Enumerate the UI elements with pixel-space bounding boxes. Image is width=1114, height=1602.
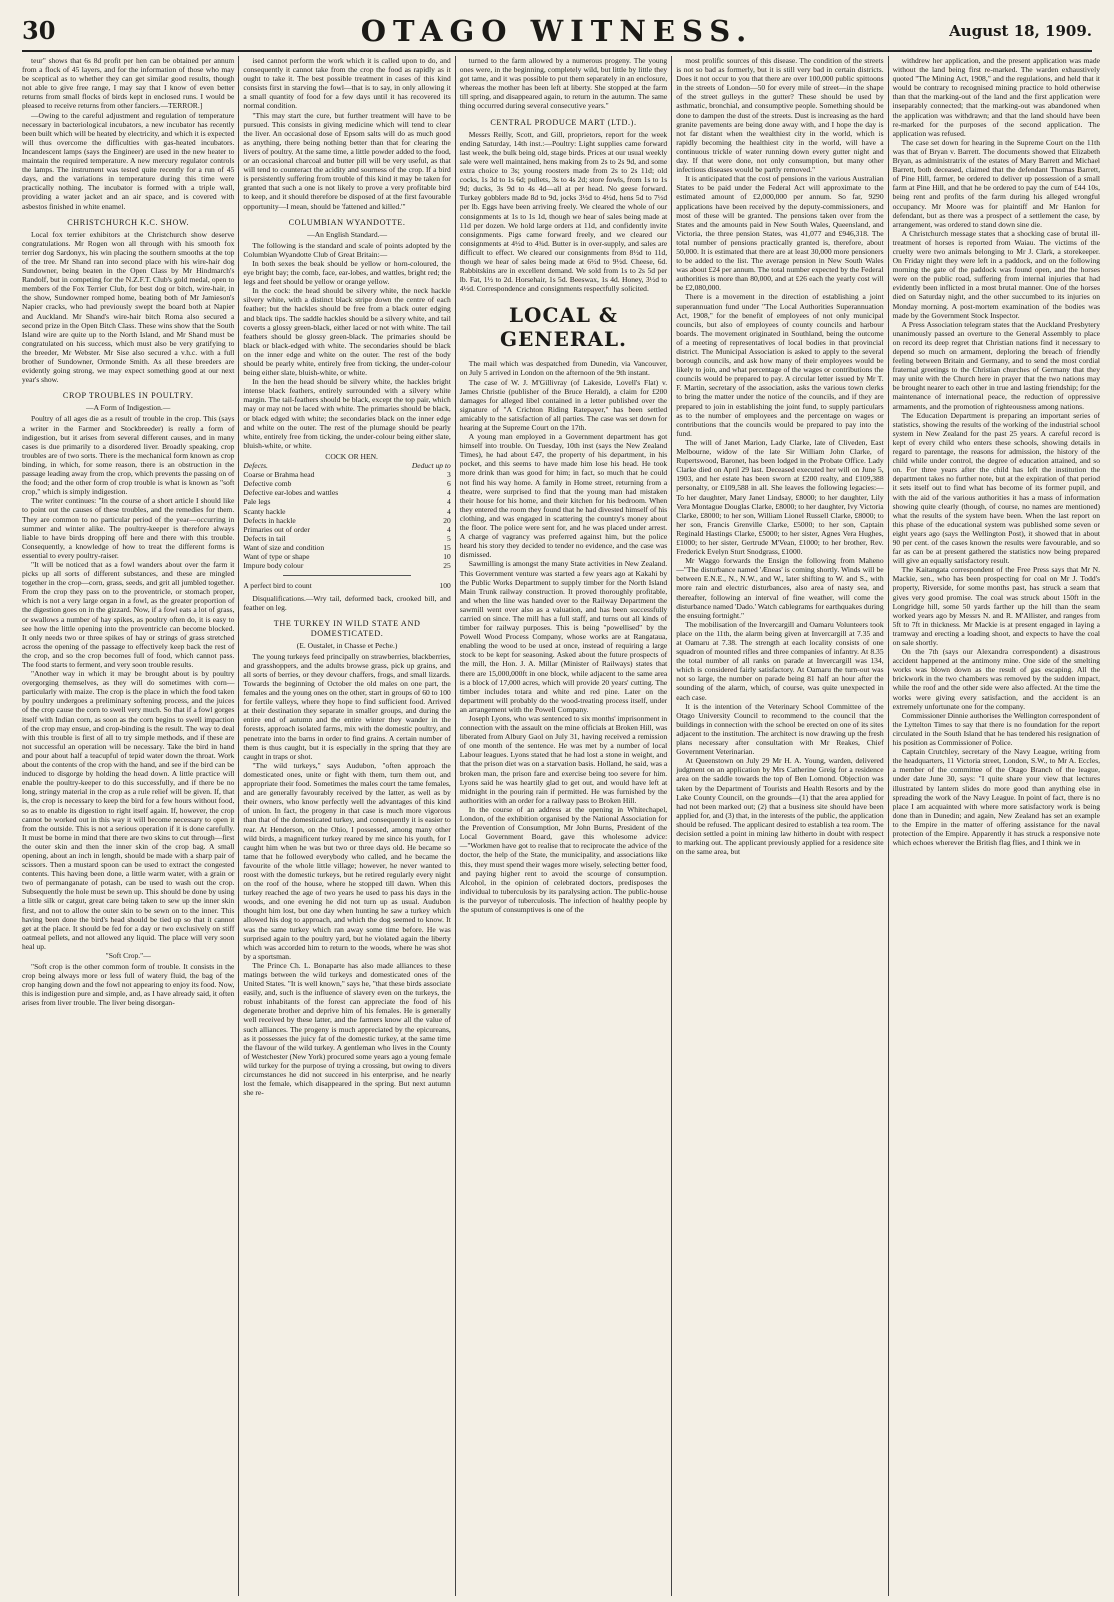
table-cell-defect: Want of size and condition: [243, 542, 325, 552]
table-row: [243, 470, 450, 479]
table-cell-defect: Primaries out of order: [243, 524, 310, 534]
table-cell-deduct: 4: [447, 497, 451, 507]
paragraph: The young turkeys feed principally on strawberries, blackberries, and grasshoppers, and the adults browse grass, pick up grains, and all sorts of berries, or they devour chaffers, frogs, and small lizards. Towards the beginning of October the old males on one part, the females and the young ones on the other, start in groups of 60 to 100 for fertile valleys, where they hope to find sufficient food. Arrived at their destination they separate in smaller groups, and during the entire end of autumn and the entire winter they wander in the forests, approach isolated farms, mix with the domestic poultry, and penetrate into the barns in order to find grains. A certain number of them is thus caught, but it is especially in the spring that they are caught in traps or shot.: [243, 651, 451, 761]
table-cell-defect: Want of type or shape: [243, 551, 310, 561]
paragraph: A Press Association telegram states that the Auckland Presbytery unanimously passed an overture to the General Assembly to place on record its deep regret that Christian nations find it necessary to depend so much on armament, deploring the breach of friendly feeling between Britain and Germany, and to send the most cordial fraternal greetings to the Christian churches of Germany that they may unite with the Church here in prayer that the two nations may be brought nearer to each other in true and lasting friendship; for the maintenance of international peace, the reduction of oppressive armaments, and the promotion of righteousness among nations.: [892, 319, 1101, 411]
paragraph: The mobilisation of the Invercargill and Oamaru Volunteers took place on the 11th, the alarm being given at Invercargill at 7.35 and at Oamaru at 7.38. The strength at each locality consists of one squadron of mounted rifles and three companies of infantry. At 8.35 the total number of all ranks on parade at Invercargill was 134, which is considered fairly satisfactory. At Oamaru the turn-out was not so large, the number on parade being 81 half an hour after the sounding of the alarm, which, of course, was quite unexpected in each case.: [676, 619, 884, 702]
paragraph: turned to the farm allowed by a numerous progeny. The young ones were, in the beginning, completely wild, but little by little they got tame, and it was possible to put them separately in an enclosure, whereas the mother has been left at liberty. She stopped at the farm till spring, and disappeared again, to return in the autumn. The same thing occurred during several consecutive years.": [459, 56, 668, 111]
paragraph: The mail which was despatched from Dunedin, via Vancouver, on July 5 arrived in London on the afternoon of the 9th instant.: [459, 359, 668, 378]
paragraph: The writer continues: "In the course of a short article I should like to point out the causes of these troubles, and the remedies for them. They are common to no particular period of the year—occurring in summer and winter alike. The poultry-keeper is therefore always liable to have birds dropping off here and there with this trouble. Consequently, a knowledge of how to treat the different forms is essential to every poultry-raiser.: [22, 496, 235, 560]
table-row: [243, 497, 450, 506]
table-row: [243, 543, 450, 552]
masthead: [22, 6, 1092, 52]
paragraph: There is a movement in the direction of establishing a joint superannuation fund under "The Local Authorities Superannuation Act, 1908," for the benefit of employees of not only municipal councils, but also of employees of county councils and harbour boards. The movement originated in Southland, being the outcome of a meeting of representatives of local bodies in that provincial district. The Municipal Association is asked to apply to the several borough councils, and ask how many of their employees would be likely to join, and what percentage of the wages or contributions the councils would be prepared to pay. A circular letter issued by Mr T. F. Martin, secretary of the association, asks the various town clerks to bring the matter under the notice of the councils, and if they are prepared to join in establishing the joint fund, to supply particulars as to the number of employees and the percentage on wages or contributions that the councils would be prepared to pay into the fund.: [676, 292, 884, 438]
column-3: [455, 56, 671, 1596]
table-cell-defect: Impure body colour: [243, 561, 304, 571]
paragraph: Local fox terrier exhibitors at the Christchurch show deserve congratulations. Mr Rogen won all through with his smooth fox terrier dog Sardonyx, his win placing the southern smooths at the top of the tree. Mr Shand ran into second place with his wire-hair dog Sundowner, being beaten in the Open Class by Mr Hindmarch's Randolf, but in competing for the N.Z.F.T. Club's gold medal, open to members of the Fox Terrier Club, for best dog or bitch, wire-hair, in the show, Sundowner romped home, beating both of Mr Jamieson's Napier cracks, who had previously swept the board both at Napier and Auckland. Mr Shand's wire-hair bitch Roma also secured a second prize in the Open Bitch Class. These wins show that the South Island wire are quite up to the North Island, and Mr Shand must be congratulated on his success, which must also be very gratifying to the breeder, Mr Webster. Mr Sise also secured a v.h.c. with a full brother of Sundowner, Ormonde Smith. As all these breeders are evidently going strong, we may expect something good at our next year's show.: [22, 229, 235, 385]
paragraph: It is anticipated that the cost of pensions in the various Australian States to be paid under the Federal Act will approximate to the estimated amount of £2,000,000 per annum. So far, 9290 applications have been received by the deputy-commissioners, and most of these will be granted. The pensions taken over from the States and the amounts paid in New South Wales, Queensland, and Victoria, the three pension States, was 41,077 and £946,318. The total number of pensions practically granted is, therefore, about 50,000. It is estimated that there are at least 30,000 more pensioners to be added to the list. The average pension in New South Wales was about £24 per annum. The total number expected by the Federal authorities is more than 80,000, and at £26 each the yearly cost will be £2,080,000.: [676, 174, 884, 293]
columns: [22, 56, 1104, 1596]
headline-central-produce-mart: CENTRAL PRODUCE MART (LTD.).: [490, 117, 637, 127]
table-row: [243, 534, 450, 543]
paragraph: "It will be noticed that as a fowl wanders about over the farm it picks up all sorts of different substances, and these are mingled together in the crop—corn, grass, seeds, and grit all jumbled together. From the crop they pass on to the proventricle, or stomach proper, which is not a very large organ in a fowl, as the greater proportion of the digestion goes on in the gizzard. Now, if a fowl eats a lot of grass, or swallows a number of hay spikes, as poultry often do, it is easy to see how the little opening into the proventricle can become blocked. It only needs two or three spikes of hay or strings of grass stretched across the opening of the passage to effectively keep back the rest of the crop, and so the crop becomes full of food, which cannot pass. The food starts to ferment, and very soon trouble results.: [22, 559, 235, 669]
paragraph: In the hen the head should be silvery white, the hackles bright intense black feathers, entirely surrounded with a silvery white margin. The tail-feathers should be black, except the top pair, which may or may not be laced with white. The primaries should be black, or black edged with white; the secondaries black on the inner edge and white on the outer. The rest of the plumage should be pearly white, entirely free from ticking, the under-colour being either slate, bluish-white, or white.: [243, 377, 451, 450]
table-row: [243, 552, 450, 561]
table-divider: [283, 575, 410, 576]
paragraph: The following is the standard and scale of points adopted by the Columbian Wyandotte Club of Great Britain:—: [243, 240, 451, 259]
paragraph: The case set down for hearing in the Supreme Court on the 11th was that of Bryan v. Barrett. The documents showed that Elizabeth Bryan, as administratrix of the estates of Mary Barrett and Michael Barrett, both deceased, claimed that the defendant Thomas Barrett, of Pine Hill, farmer, be ordered to deliver up possession of a small farm at Pine Hill, and that he be ordered to pay the cum of £44 10s, being rent and profits of the farm during his alleged wrongful occupancy. Mr Moore was for plaintiff and Mr Hanlon for defendant, but as there was a prospect of a settlement the case, by arrangement, was ordered to stand down sine die.: [892, 137, 1101, 229]
table-cell-defect: Defects in hackle: [243, 515, 296, 525]
paragraph: withdrew her application, and the present application was made without the land being first re-marked. The warden exhaustively quoted "The Mining Act, 1908," and the regulations, and held that it would be contrary to recognised mining practice to hold otherwise than that the marking-out of the land and the first application were inseparably connected; that the marking-out was abandoned when the application was withdrawn; and that the land should have been re-marked for the purposes of the second application. The application was refused.: [892, 56, 1101, 138]
paragraph: On the 7th (says our Alexandra correspondent) a disastrous accident happened at the antimony mine. One side of the smelting works was blown down as the result of gas escaping. All the brickwork in the two chambers was removed by the sudden impact, while the roof and the other side were also affected. At the time the works were giving every satisfaction, and the accident is an extremely unfortunate one for the company.: [892, 647, 1101, 711]
page-number: 30: [22, 16, 56, 45]
table-header-left: Defects.: [243, 461, 268, 471]
table-row: [243, 488, 450, 497]
headline-turkey: THE TURKEY IN WILD STATE AND DOMESTICATED.: [273, 619, 421, 638]
paragraph: Joseph Lyons, who was sentenced to six months' imprisonment in connection with the assault on the mine officials at Broken Hill, was liberated from Albury Gaol on July 31, having received a remission of one month of the sentence. He was met by a number of local Labour leagues. Lyons stated that he had lost a stone in weight, and that the prison diet was on a starvation basis. Holland, he said, was a broken man, the prison fare and exercise being too severe for him. Lyons said he was heartily glad to get out, and would have left at midnight in the pouring rain if permitted. He was furnished by the authorities with an order for a railway pass to Broken Hill.: [459, 714, 668, 805]
paragraph: "Soft crop is the other common form of trouble. It consists in the crop being always more or less full of watery fluid, the bag of the crop hanging down and the fowl not appearing to enjoy its food. Now, this is indigestion pure and simple, and, as I have already said, it often arises from liver trouble. The liver being disorgan-: [22, 962, 235, 1008]
paragraph: ised cannot perform the work which it is called upon to do, and consequently it cannot take from the crop the food as rapidly as it ought to take it. The best possible treatment in cases of this kind consists first in starving the fowl—that is to say, in only allowing it a small quantity of food for a few days until it has recovered its normal condition.: [243, 56, 451, 111]
table-cell-defect: Pale legs: [243, 497, 271, 507]
table-cell-deduct: 20: [443, 515, 451, 525]
table-cell-deduct: 15: [443, 542, 451, 552]
paragraph: The Kaitangata correspondent of the Free Press says that Mr N. Mackie, sen., who has been prospecting for coal on Mr J. Todd's property, Riverside, for some months past, has struck a seam that gives very good promise. The coal was struck about 150ft in the Longridge hill, some 50 yards farther up the hill than the seam worked years ago by Messrs N. and R. M'Allister, and ranges from 5ft to 7ft in thickness. Mr Mackie is at present engaged in laying a tramway and erecting a loading shoot, and expects to have the coal on sale shortly.: [892, 565, 1101, 647]
paragraph: At Queenstown on July 29 Mr H. A. Young, warden, delivered judgment on an application by Mrs Catherine Greig for a residence area on the saddle towards the top of Ben Lomond. Objection was taken by the Department of Tourists and Health Resorts and by the Lake County Council, on the grounds—(1) that the area applied for had not been marked out; (2) that a business site should have been applied for, and (3) that, in the interests of the public, the application should be refused. The applicant desired to establish a tea room. The decision settled a point in mining law hitherto in doubt with respect to marking out. The applicant previously applied for a residence site on the same area, but: [676, 756, 884, 857]
paragraph: "This may start the cure, but further treatment will have to be pursued. This consists in giving medicine which will tend to clear the liver. An occasional dose of Epsom salts will do as much good as anything, there being nothing better than that for clearing the livers of poultry. At the same time, a little powder added to the food, or an occasional charcoal and butter pill will be very useful, as that will tend to counteract the acidity and sourness of the crop. If a bird is persistently suffering from trouble of this kind it may be taken for granted that such a one is not likely to prove a very profitable bird to keep, and it should therefore be disposed of at the first favourable opportunity—I mean, should be 'fattened and killed.'": [243, 110, 451, 211]
headline-local-general: LOCAL & GENERAL.: [499, 303, 627, 352]
table-total-row: [243, 581, 450, 590]
table-cell-defect: Scanty hackle: [243, 506, 286, 516]
paragraph: In the cock: the head should be silvery white, the neck hackle silvery white, with a distinct black stripe down the centre of each feather; but the hackles should be free from a black outer edging and black tips. The saddle hackles should be a silvery white, and tail coverts a glossy green-black, either laced or not with white. The tail feathers should be glossy green-black. The primaries should be black or black-edged with white. The secondaries should be black on the inner edge and white on the outer. The rest of the body should be pearly white, entirely free from ticking, the under-colour being either slate, bluish-white, or white.: [243, 286, 451, 378]
table-cell-defect: Defects in tail: [243, 533, 286, 543]
paragraph: The case of W. J. M'Gillivray (of Lakeside, Lovell's Flat) v. James Christie (publisher of the Bruce Herald), a claim for £200 damages for alleged libel contained in a letter published over the signature of "A Crichton Riding Ratepayer," has been settled amicably to the satisfaction of all parties. The case was set down for hearing at the Supreme Court on the 17th.: [459, 377, 668, 432]
paragraph: It is the intention of the Veterinary School Committee of the Otago University Council to recommend to the council that the buildings in connection with the school be erected on one of its sites adjacent to the institution. The architect is now drawing up the fresh plans necessary after consultation with Mr Reakes, Chief Government Veterinarian.: [676, 701, 884, 757]
paragraph: Sawmilling is amongst the many State activities in New Zealand. This Government venture was started a few years ago at Kakahi by the Public Works Department to supply timber for the North Island Main Trunk railway construction. It proved thoroughly profitable, and when the line was handed over to the Railway Department the sawmill went over also as a valuation, and has been successfully carried on since. The mill has a full staff, and turns out all kinds of timber for railway purposes. This is being "powellised" by the Powell Wood Process Company, whose works are at Rangataua, enabling the wood to be used at once, instead of requiring a large stock to be kept for seasoning. Asked about the future prospects of the mill, the Hon. J. A. Millar (Minister of Railways) states that there are 15,000,000ft in one block, while adjacent to the same area is a block of 17,000 acres, which will provide 20 years' cutting. The timber includes totara and white and red pine. Later on the department will probably do the wood-treating process itself, under an arrangement with the Powell Company.: [459, 559, 668, 714]
table-row: [243, 507, 450, 516]
subheading: "Soft Crop."—: [105, 951, 151, 960]
table-cell-deduct: 4: [447, 506, 451, 516]
table-header-row: [243, 461, 450, 470]
paragraph: most prolific sources of this disease. The condition of the streets is not so bad as formerly, but it is still very bad in certain districts. Does it not occur to you that there are over 100,000 public spittoons in the streets of London—50 for every mile of street—in the shape of the street gulleys in the gutter? These should be used by asthmatic, bronchial, and consumptive people. Something should be done to dampen the dust of the streets. Dust is increasing as the hard granite pavements are being done away with, and I hope the day is not far distant when the wealthiest city in the world, which is rapidly becoming the healthiest city in the world, will have a continuous trickle of water running down every gutter night and day. If that were done, not only consumption, but many other infectious diseases would be partly removed.": [676, 56, 884, 175]
issue-date: August 18, 1909.: [949, 22, 1092, 40]
table-total-label: A perfect bird to count: [243, 581, 312, 591]
headline-columbian-wyandotte: COLUMBIAN WYANDOTTE.: [288, 217, 406, 227]
paragraph: In the course of an address at the opening in Whitechapel, London, of the exhibition organised by the National Association for the Prevention of Consumption, Mr John Burns, President of the Local Government Board, gave this wholesome advice:—"Workmen have got to realise that to reciprocate the advice of the doctor, the help of the State, the municipality, and associations like this, they must spend their wages more wisely, selecting better food, and paying higher rent to avoid the scourge of consumption. Alcohol, in the opinion of celebrated doctors, predisposes the individual to tuberculosis by its paralysing action. The public-house is the purveyor of tuberculosis. The infection of healthy people by the sputum of consumptives is one of the: [459, 804, 668, 914]
paragraph: Messrs Reilly, Scott, and Gill, proprietors, report for the week ending Saturday, 14th inst.:—Poultry: Light supplies came forward last week, the bulk being old, stage birds. Prices at our usual weekly sale were well maintained, hens making from 2s to 2s 9d, and some extra choice to 3s; young roosters made from 2s to 2s 11d; old cocks, 1s 3d to 1s 6d; pullets, 3s to 4s 2d; store fowls, from 1s to 1s 9d; ducks, 3s 9d to 4s 4d—all at per head. No geese forward. Turkey gobblers made 8d to 9d, jocks 3½d to 4½d, hens 5d to 7½d per lb. Eggs have been arriving freely. We cleared the whole of our consignments at 1s to 1s 1d, though we hear of sales being made at 11d per dozen. We hold large orders at 11d, and confidently invite consignments. Pigs came forward freely, and we cleared our consignments at 4½d to 4¾d. Butter is in over-supply, and sales are difficult to effect. We cleared our consignments from 8½d to 11d, though we hear of sales being made at 6½d to 9½d. Cheese, 6d. Rabbitskins are in excellent demand. We sold from 1s to 2s 5d per lb. Fat, 1½ to 2d. Horsehair, 1s 5d. Beeswax, 1s 4d. Honey, 3½d to 4½d. Correspondence and consignments respectfully solicited.: [459, 129, 668, 294]
table-cell-deduct: 25: [443, 561, 451, 571]
column-5: [888, 56, 1104, 1596]
subheading: (E. Oustalet, in Chasse et Peche.): [296, 640, 398, 650]
headline-crop-troubles: CROP TROUBLES IN POULTRY.: [62, 391, 194, 401]
table-rows: [243, 470, 450, 570]
paragraph: The Prince Ch. L. Bonaparte has also made alliances to these matings between the wild turkeys and domesticated ones of the United States. "It is well known," says he, "that these birds associate easily, and, such is the influence of slavery even on the turkeys, the robust inhabitants of the forest can appreciate the food of his degenerate brother and deprive him of his females. He is generally well received by these latter, and the farmers know all the value of such alliances. The progeny is much appreciated by the epicureans, as it possesses the juicy fat of the domestic turkey, at the same time the flavour of the wild turkey. A gentleman who lives in the County of Westchester (New York) procured some years ago a young female wild turkey for the purpose of trying a crossing, but owing to divers circumstances he did not succeed in his enterprise, and he nearly lost the female, which disappeared in the spring. But next autumn she re-: [243, 960, 451, 1098]
paragraph: In both sexes the beak should be yellow or horn-coloured, the eye bright bay; the comb, face, ear-lobes, and wattles, bright red; the legs and feet should be yellow or orange yellow.: [243, 258, 451, 287]
paragraph: Commissioner Dinnie authorises the Wellington correspondent of the Lyttelton Times to say that there is no foundation for the report circulated in the South Island that he has tendered his resignation of his position as Commissioner of Police.: [892, 710, 1101, 748]
paragraph: The Education Department is preparing an important series of statistics, showing the results of the working of the industrial school system in New Zealand for the past 25 years. A careful record is kept of every child who enters these schools, showing details in regard to parentage, the reasons for admission, the history of the child while under control, the degree of education attained, and so on. For three years after the child has left the institution the department takes no further note, but at the expiration of that period it sets itself out to find what has become of its former pupil, and with the aid of the various authorities it has a mass of information showing quite clearly (though, of course, no names are mentioned) what the results of the system have been. When the last report on this phase of the educational system was published some seven or eight years ago (says the Wellington Post), it showed that in about 90 per cent. of the cases known the results were favourable, and so far as can be at present gathered the statistics now being prepared will give an equally satisfactory result.: [892, 410, 1101, 566]
paragraph: A Christchurch message states that a shocking case of brutal ill-treatment of horses is reported from Waiau. The victims of the cruelty were two animals belonging to Mr J. Clark, a storekeeper. On Friday night they were left in a paddock, and on the following morning the gate of the paddock was found open, and the horses were on the public road, suffering from internal injuries that had evidently been inflicted in a most brutal manner. One of the horses died on Saturday night, and the other succumbed to its injuries on Monday morning. A post-mortem examination of the bodies was made by the Government Stock Inspector.: [892, 228, 1101, 320]
column-1: [22, 56, 238, 1596]
table-cell-deduct: 10: [443, 551, 451, 561]
subheading: —A Form of Indigestion.—: [86, 403, 171, 413]
column-2: [238, 56, 454, 1596]
points-table: [243, 452, 450, 590]
subheading: —An English Standard.—: [307, 229, 388, 239]
table-cell-defect: Defective comb: [243, 479, 292, 489]
table-header-right: Deduct up to: [411, 461, 451, 471]
table-row: [243, 561, 450, 570]
table-cell-deduct: 6: [447, 479, 451, 489]
table-row: [243, 479, 450, 488]
paragraph: Captain Crutchley, secretary of the Navy League, writing from the headquarters, 11 Victoria street, London, S.W., to Mr A. Eccles, a member of the committee of the Otago Branch of the league, under date June 30, says: "I quite share your view that lectures illustrated by lantern slides do more good than anything else in spreading the work of the Navy League. In point of fact, there is no place I am acquainted with where more satisfactory work is being done than in Dunedin; and again, New Zealand has set an example to the Empire in the matter of offering assistance for the naval protection of the Empire. Apparently it has struck a responsive note which echoes wherever the British flag flies, and I think we in: [892, 747, 1101, 848]
table-cell-deduct: 5: [447, 533, 451, 543]
table-cell-deduct: 4: [447, 524, 451, 534]
paragraph: Disqualifications.—Wry tail, deformed back, crooked bill, and feather on leg.: [243, 594, 451, 613]
table-row: [243, 525, 450, 534]
newspaper-title: OTAGO WITNESS.: [360, 14, 754, 48]
table-row: [243, 516, 450, 525]
column-4: [671, 56, 887, 1596]
paragraph: The will of Janet Marion, Lady Clarke, late of Cliveden, East Melbourne, widow of the late Sir William John Clarke, of Rupertswood, Baronet, has been lodged in the Probate Office. Lady Clarke died on April 29 last. Deceased executed her will on June 5, 1903, and her estate has been sworn at £200 realty, and £109,388 personalty, or £109,588 in all. She leaves the following legacies:—To her daughter, Mary Janet Lindsay, £8000; to her daughter, Lily Vera Montague Douglas Clarke, £8000; to her daughter, Ivy Victoria Clarke, £8000; to her son, William Lionel Russell Clarke, £8000; to her son, Francis Grenville Clarke, £5000; to her son, Captain Reginald Hastings Clarke, £5000; to her sister, Agnes Vera Hughes, £1000; to her sister, Gertrude M'Vean, £1000; to her brother, Rev. Frederick Evelyn Sturt Snodgrass, £1000.: [676, 437, 884, 557]
table-cell-defect: Defective ear-lobes and wattles: [243, 488, 339, 498]
table-cell-deduct: 4: [447, 488, 451, 498]
table-cell-defect: Coarse or Brahma head: [243, 470, 315, 480]
paragraph: —Owing to the careful adjustment and regulation of temperature necessary in bacteriological incubators, a new incubator has recently been built which will be heated by electricity, and which it is expected will thus overcome the difficulties with gas-heated incubators. Incandescent lamps (says the Engineer) are used in the new heater to maintain the required temperature. A new mercury regulator controls the lamps. The instrument was tested quite recently for a run of 45 days, and the variations in temperature during this time were practically nothing. The incubator is formed with a triple wall, providing a water jacket and an air space, and is covered with asbestos finished in white enamel.: [22, 110, 235, 211]
table-cell-deduct: 3: [447, 470, 451, 480]
table-total-value: 100: [439, 581, 451, 591]
headline-christchurch-kc-show: CHRISTCHURCH K.C. SHOW.: [67, 217, 190, 227]
paragraph: A young man employed in a Government department has got himself into trouble. On Tuesday, 10th inst (says the New Zealand Times), he had about £47, the property of his department, in his pocket, and this seems to have made him lose his head. He took more drink than was good for him; in fact, so much that he could not find his way home. A family in Home street, returning from a theatre, were surprised to find that the young man had mistaken their house for his home, and their kitchen for his bedroom. When they entered the room they found that he had divested himself of his clothing, and was engaged in scattering the country's money about the floor. The police were sent for, and he was placed under arrest. A charge of vagrancy was preferred against him, but the police heard his story they decided to tender no evidence, and the case was dismissed.: [459, 432, 668, 560]
table-title: COCK OR HEN.: [325, 451, 378, 461]
paragraph: Poultry of all ages die as a result of trouble in the crop. This (says a writer in the Farmer and Stockbreeder) is really a form of indigestion, but it arises from several different causes, and in many cases is due primarily to a disordered liver. Broadly speaking, crop troubles are of two sorts. There is the mechanical form known as crop binding, in which, for some reason, there is an obstruction in the passage leading away from the crop, which prevents the passing on of the food; and the other form of crop trouble is what is known as "soft crop," which is simply indigestion.: [22, 414, 235, 497]
paragraph: "Another way in which it may be brought about is by poultry overgorging themselves, as they will do sometimes with corn—particularly with maize. The crop is the place in which the food taken by poultry undergoes a preliminary softening process, and the juices of the crop cause the corn to swell very much. So that if a fowl gorges itself with Indian corn, as soon as the corn begins to swell impaction of the crop may ensue, and crop-binding is the result. The way to deal with this trouble is first of all to try simple methods, and if these are not successful an operation will be necessary. Take the bird in hand and pour about half a teacupful of tepid water down the throat. Work about the contents of the crop with the hand, and see if the bird can be induced to disgorge by holding the head down. A little practice will enable the poultry-keeper to do this successfully, and if there be no long, stringy material in the crop as a rule relief will be given. If, that is, the crop is necessary to keep the bird for a few hours without food, so as to enable its digestion to right itself again. If, however, the crop cannot be worked out in this way it will become necessary to open it from the outside. This is not a serious operation if it is done carefully. It must be borne in mind that there are two skins to cut through—first the outer skin and then the inner skin of the crop bag. A small opening, about an inch in length, should be made with a sharp pair of scissors. Then a mustard spoon can be used to extract the congested contents. This having been done, a little warm water, with a grain or two of permanganate of potash, can be used to wash out the crop. Subsequently the hole must be sewn up. This should be done by using a little silk or catgut, great care being taken to sew up the inner skin first, and not to allow the outer skin to be sewn on to the inner. This having been done the bird's head should be tied up so that it cannot get at the place. It should be fed for a day or two exclusively on stiff oatmeal pellets, and not allowed any liquid. The place will very soon heal up.: [22, 669, 235, 951]
paragraph: "The wild turkeys," says Audubon, "often approach the domesticated ones, unite or fight with them, turn them out, and appropriate their food. Sometimes the males court the tame females, and are generally favourably received by the latter, as well as by their owners, who know perfectly well the advantages of this kind of union. In fact, the progeny in that case is much more vigorous than that of the domesticated turkey, and consequently it is easier to rear. At Henderson, on the Ohio, I possessed, among many other wild birds, a magnificent turkey reared by me since his youth, for I caught him when he was but two or three days old. He became so tame that he followed everybody who called, and he became the favourite of the whole little village; however, he never wanted to roost with the domestic turkeys, but he retired regularly every night on the roof of the house, where he stopped till dawn. When this turkey reached the age of two years he used to pass his days in the woods, and one evening he did not turn up as usual. Audubon thought him lost, but one day when hunting he saw a turkey which allowed his dog to approach, and which the dog seemed to know. It was the same turkey which ran away some time before. He was surprised again to the poultry yard, but he violated again the liberty which was accorded him to return to the woods, where he was shot by a sportsman.: [243, 760, 451, 961]
paragraph: teur" shows that 6s 8d profit per hen can be obtained per annum from a flock of 45 layers, and for the information of those who may be sceptical as to whether they can get similar good results, though not able to give free range, I may say that I know of even better returns from small flocks of birds kept in enclosed runs. I would be pleased to receive returns from other fanciers.—TERROR.]: [22, 56, 235, 111]
paragraph: Mr Waggo forwards the Ensign the following from Maheno—"The disturbance named 'Æneas' is coming shortly. Winds will be between E.N.E., N., N.W., and W., later shifting to W. and S., with more rain and electric disturbances, also area of nasty sea, and thereafter, following an interval of fine weather, will come the disturbance named 'Dado.' Watch cablegrams for earthquakes during the ensuing fortnight.": [676, 556, 884, 620]
